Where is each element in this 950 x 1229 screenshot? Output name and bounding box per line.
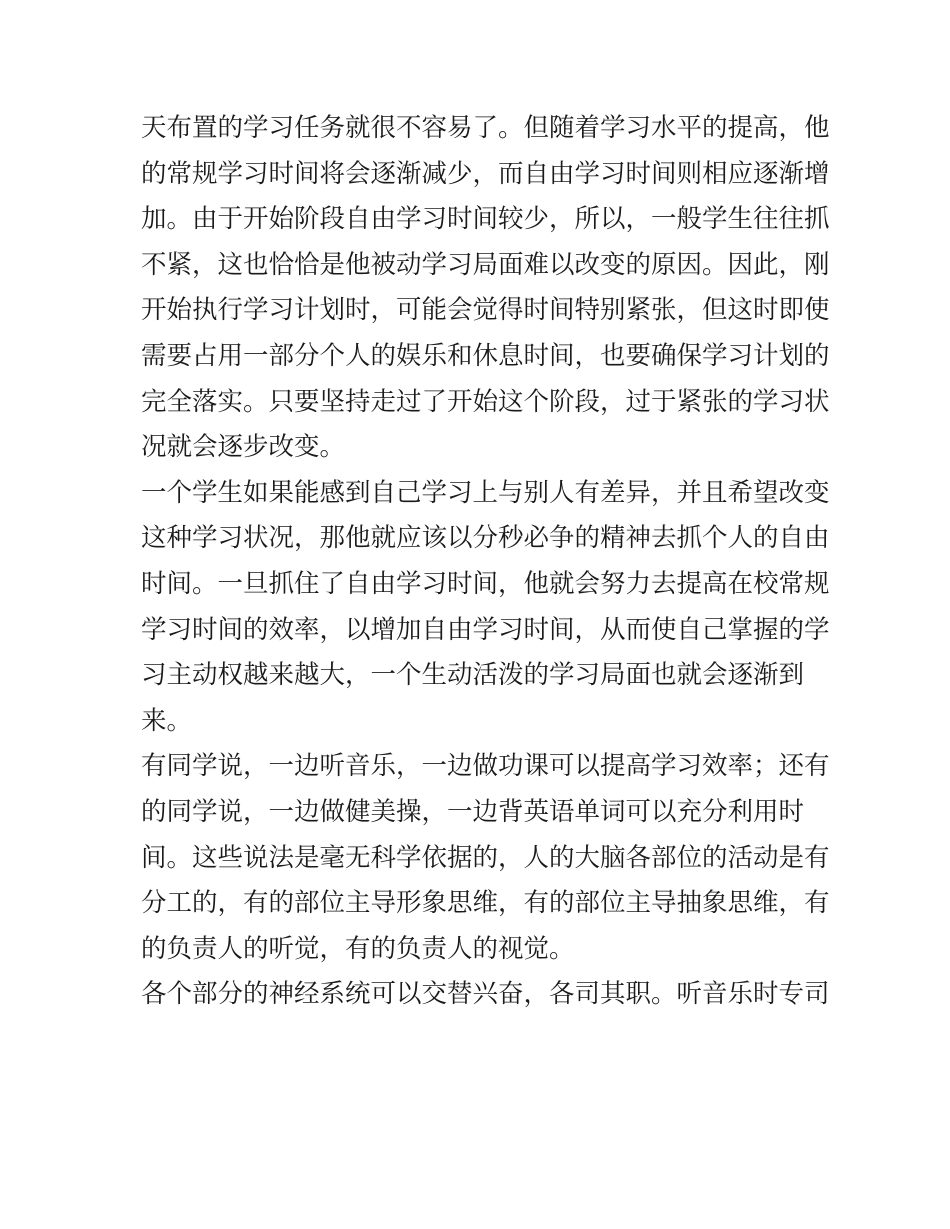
text-line: 来。 (141, 705, 193, 736)
text-line: 一个学生如果能感到自己学习上与别人有差异，并且希望改变 (141, 477, 830, 508)
text-line: 这种学习状况，那他就应该以分秒必争的精神去抓个人的自由 (141, 523, 830, 554)
text-line: 时间。一旦抓住了自由学习时间，他就会努力去提高在校常规 (141, 568, 830, 599)
text-line: 间。这些说法是毫无科学依据的，人的大脑各部位的活动是有 (141, 842, 830, 873)
body-text (141, 106, 830, 1018)
text-line: 的常规学习时间将会逐渐减少，而自由学习时间则相应逐渐增 (141, 158, 830, 189)
text-line: 各个部分的神经系统可以交替兴奋，各司其职。听音乐时专司 (141, 979, 830, 1010)
text-line: 学习时间的效率，以增加自由学习时间，从而使自己掌握的学 (141, 614, 830, 645)
text-line: 开始执行学习计划时，可能会觉得时间特别紧张，但这时即使 (141, 295, 830, 326)
text-line: 习主动权越来越大，一个生动活泼的学习局面也就会逐渐到 (141, 660, 805, 691)
text-line: 加。由于开始阶段自由学习时间较少，所以，一般学生往往抓 (141, 204, 830, 235)
text-line: 不紧，这也恰恰是他被动学习局面难以改变的原因。因此，刚 (141, 249, 830, 280)
text-line: 况就会逐步改变。 (141, 432, 346, 463)
text-line: 完全落实。只要坚持走过了开始这个阶段，过于紧张的学习状 (141, 386, 830, 417)
text-line: 有同学说，一边听音乐，一边做功课可以提高学习效率；还有 (141, 751, 830, 782)
text-line: 的同学说，一边做健美操，一边背英语单词可以充分利用时 (141, 796, 805, 827)
text-line: 天布置的学习任务就很不容易了。但随着学习水平的提高，他 (141, 113, 830, 143)
text-line: 的负责人的听觉，有的负责人的视觉。 (141, 933, 575, 964)
text-line: 分工的，有的部位主导形象思维，有的部位主导抽象思维，有 (141, 888, 830, 919)
text-line: 需要占用一部分个人的娱乐和休息时间，也要确保学习计划的 (141, 340, 830, 371)
